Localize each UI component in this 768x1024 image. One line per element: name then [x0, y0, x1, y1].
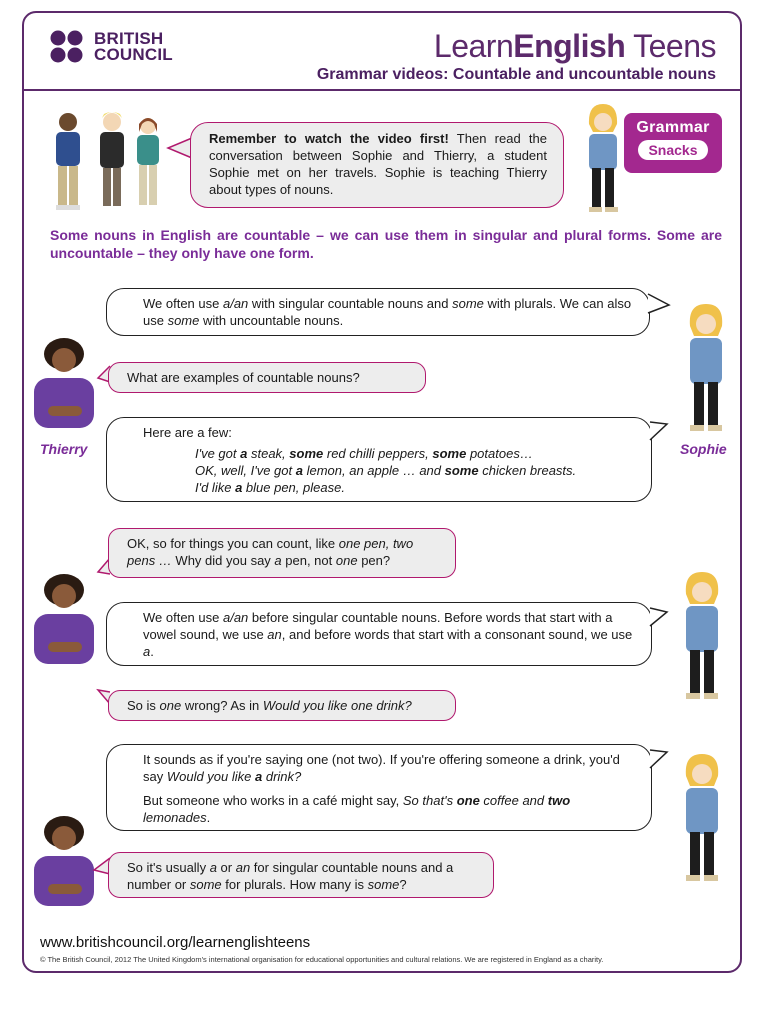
learnenglish-teens-brand: LearnEnglish Teens — [433, 28, 716, 64]
thierry-bubble-3: So is one wrong? As in Would you like one drink? — [108, 690, 456, 721]
logo-text: BRITISH COUNCIL — [94, 29, 173, 64]
grammar-snacks-badge[interactable]: Grammar Snacks — [624, 113, 722, 173]
footer-url-link[interactable]: www.britishcouncil.org/learnenglishteens — [40, 934, 311, 951]
thierry-bubble-1: What are examples of countable nouns? — [108, 362, 426, 393]
intro-bubble: Remember to watch the video first! Then read the conversation between Sophie and Thierry, a student Sophie met on her travels. Sophie is teaching Thierry about types of nouns. — [190, 122, 564, 208]
sophie-bubble-3-tail — [648, 606, 670, 630]
thierry-illustration-2 — [30, 572, 100, 672]
teens-group-illustration — [40, 108, 170, 218]
sophie-bubble-1: We often use a/an with singular countable nouns and some with plurals. We can also use some with uncountable nouns. — [106, 288, 650, 336]
sophie-bubble-3: We often use a/an before singular countable nouns. Before words that start with a vowel sound, we use an, and before words that start with a consonant sound, we use a. — [106, 602, 652, 666]
sophie-bubble-2: Here are a few: I've got a steak, some red chilli peppers, some potatoes… OK, well, I've got a lemon, an apple … and some chicken breasts. I'd like a blue pen, please. — [106, 417, 652, 502]
sophie-bubble-4: It sounds as if you're saying one (not two). If you're offering someone a drink, you'd say Would you like a drink? But someone who works in a café might say, So that's one coffee and two lemonades. — [106, 744, 652, 831]
sophie-bubble-1-tail — [646, 292, 672, 316]
sophie-illustration-3 — [676, 752, 728, 888]
footer-copyright: © The British Council, 2012 The United Kingdom's international organisation for educational opportunities and cultural relations. We are registered in England as a charity. — [40, 955, 604, 964]
sophie-label: Sophie — [680, 441, 727, 457]
thierry-bubble-4: So it's usually a or an for singular countable nouns and a number or some for plurals. How many is some? — [108, 852, 494, 898]
dots-logo-icon — [50, 30, 88, 64]
thierry-illustration-3 — [30, 814, 100, 914]
sophie-illustration-1 — [680, 302, 732, 438]
sophie-bubble-2-tail — [648, 420, 670, 444]
intro-lead-text: Some nouns in English are countable – we can use them in singular and plural forms. Some are uncountable – they only have one form. — [50, 227, 722, 261]
thierry-label: Thierry — [40, 441, 88, 457]
sophie-bubble-4-tail — [648, 748, 670, 772]
thierry-illustration-1 — [30, 336, 100, 436]
sophie-illustration — [580, 102, 626, 218]
thierry-bubble-2: OK, so for things you can count, like one pen, two pens … Why did you say a pen, not one pen? — [108, 528, 456, 578]
page-title: Grammar videos: Countable and uncountable nouns — [316, 66, 716, 83]
sophie-illustration-2 — [676, 570, 728, 706]
british-council-logo[interactable] — [50, 30, 173, 64]
header-divider — [22, 89, 742, 91]
